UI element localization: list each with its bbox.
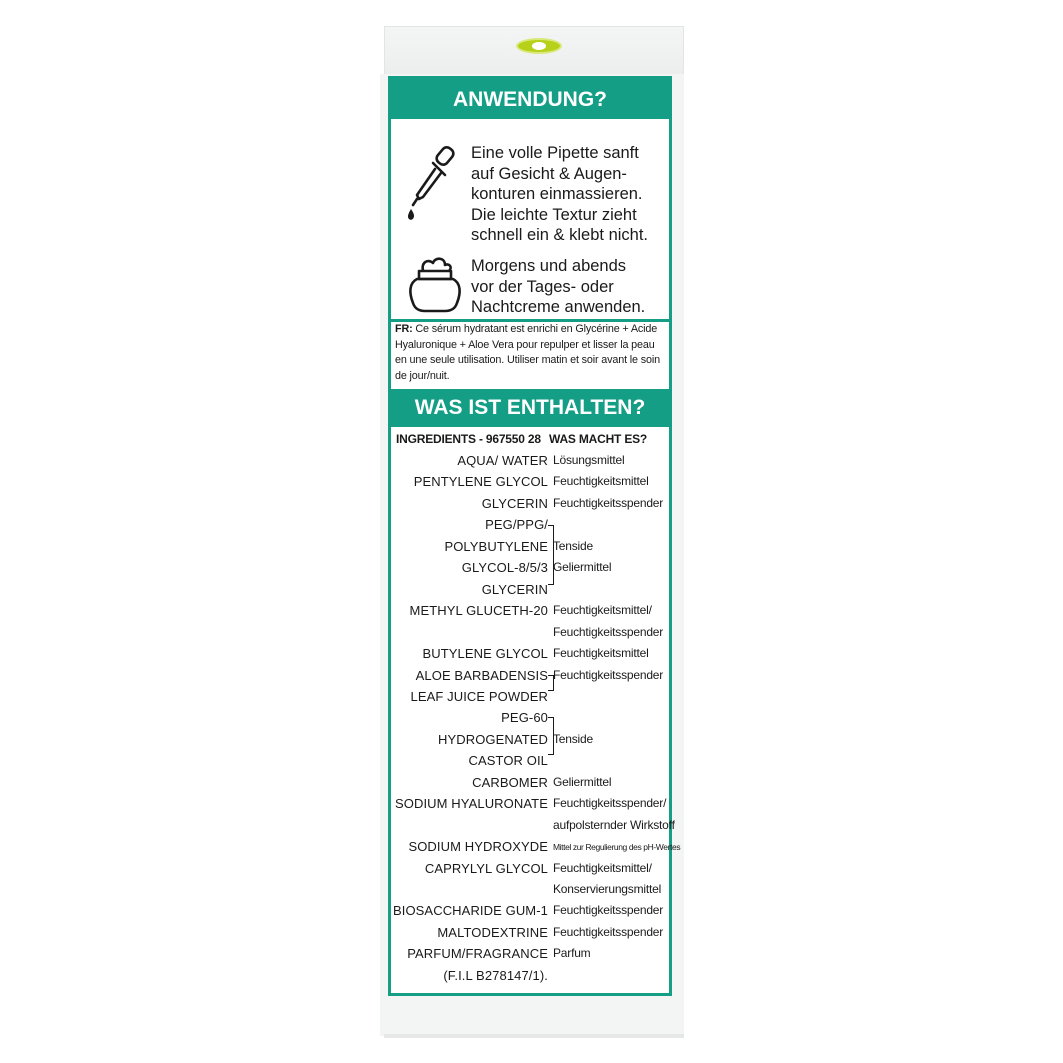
- ingredient-row: [391, 668, 669, 689]
- ingredient-function: Feuchtigkeitsspender/: [553, 796, 667, 811]
- ingredient-row: [391, 710, 669, 731]
- ingredient-row: [391, 453, 669, 474]
- ingredient-function: Feuchtigkeitsspender: [553, 924, 664, 939]
- ingredient-function: Tenside: [553, 538, 593, 553]
- ingredient-function: Mittel zur Regulierung des pH-Wertes: [553, 842, 681, 853]
- ingredient-row: [391, 861, 669, 882]
- ingredient-row: [391, 753, 669, 774]
- ingredient-name: GLYCERIN: [481, 581, 548, 597]
- ingredient-row: [391, 732, 669, 753]
- ingredient-name: HYDROGENATED: [437, 731, 548, 747]
- ingredient-row: [391, 496, 669, 517]
- usage-step1-line: schnell ein & klebt nicht.: [471, 226, 649, 244]
- usage-step1-line: Die leichte Textur zieht: [471, 205, 637, 224]
- ingredient-name: SODIUM HYDROXYDE: [408, 839, 548, 855]
- ingredient-row: [391, 796, 669, 817]
- ingredient-name: PEG/PPG/: [485, 517, 548, 533]
- french-prefix: FR:: [395, 323, 413, 335]
- ingredient-function: Feuchtigkeitsmittel/: [553, 603, 652, 618]
- ingredient-name: POLYBUTYLENE: [444, 538, 548, 554]
- ingredients-column-header: INGREDIENTS - 967550 28: [396, 432, 541, 446]
- ingredient-function: Feuchtigkeitsmittel: [553, 646, 649, 661]
- ingredients-heading: WAS IST ENTHALTEN?: [391, 389, 669, 427]
- usage-step1-line: auf Gesicht & Augen-: [471, 164, 627, 183]
- ingredient-function: Feuchtigkeitsspender: [553, 495, 664, 510]
- box-bottom-edge: [384, 1034, 684, 1038]
- ingredient-name: MALTODEXTRINE: [437, 924, 548, 940]
- ingredient-row: [391, 968, 669, 989]
- ingredient-name: AQUA/ WATER: [457, 453, 548, 468]
- ingredient-name: BUTYLENE GLYCOL: [422, 646, 548, 662]
- ingredient-row: [391, 839, 681, 860]
- ingredient-row: [391, 539, 669, 560]
- usage-step1-line: konturen einmassieren.: [471, 185, 643, 203]
- ingredient-row: [391, 474, 669, 495]
- usage-step2-line: Nachtcreme anwenden.: [471, 298, 646, 316]
- ingredient-name: ALOE BARBADENSIS: [415, 667, 548, 683]
- bracket: [548, 717, 554, 755]
- usage-step2-line: Morgens und abends: [471, 257, 627, 275]
- ingredient-function: Feuchtigkeitsmittel: [553, 474, 649, 489]
- ingredient-name: BIOSACCHARIDE GUM-1: [392, 903, 548, 919]
- ingredient-name: GLYCERIN: [481, 495, 548, 511]
- ingredient-function: Geliermittel: [553, 560, 612, 575]
- french-text: [395, 322, 667, 384]
- ingredient-row: [391, 775, 669, 796]
- usage-step1-line: Eine volle Pipette sanft: [471, 144, 639, 162]
- function-column-header: WAS MACHT ES?: [549, 432, 648, 446]
- ingredient-function: Parfum: [553, 946, 591, 961]
- ingredient-row: [391, 689, 669, 710]
- ingredient-row: [391, 882, 669, 903]
- ingredient-row: [391, 925, 669, 946]
- ingredient-name: PARFUM/FRAGRANCE: [407, 946, 548, 962]
- bracket: [548, 525, 554, 585]
- brand-logo-icon: [516, 38, 562, 54]
- ingredient-row: [391, 646, 669, 667]
- ingredient-row: [391, 560, 669, 581]
- french-body: Ce sérum hydratant est enrichi en Glycérine + Acide Hyaluronique + Aloe Vera pour repulper et lisser la peau en une seule utilisation. Utiliser matin et soir avant le soin de jour/nuit.: [395, 323, 660, 382]
- ingredient-function: Feuchtigkeitsspender: [553, 624, 664, 639]
- ingredient-row: [391, 625, 669, 646]
- ingredient-row: [391, 903, 669, 924]
- ingredient-function: Konservierungsmittel: [553, 882, 662, 896]
- ingredient-name: CASTOR OIL: [468, 753, 548, 769]
- ingredient-name: PEG-60: [501, 710, 548, 726]
- ingredient-name: (F.I.L B278147/1).: [443, 967, 548, 983]
- ingredient-function: Geliermittel: [553, 774, 612, 789]
- usage-step1-text: [471, 143, 663, 246]
- info-panel: [388, 76, 681, 996]
- ingredient-row: [391, 817, 675, 839]
- cream-jar-icon: [407, 253, 463, 315]
- ingredient-function: Feuchtigkeitsspender: [553, 903, 664, 918]
- ingredient-row: [391, 946, 669, 967]
- ingredient-function: Feuchtigkeitsmittel/: [553, 860, 652, 875]
- bracket: [548, 675, 554, 691]
- ingredient-function: Lösungsmittel: [553, 453, 625, 467]
- usage-step2-text: [471, 256, 663, 318]
- ingredient-row: [391, 603, 669, 624]
- pipette-icon: [405, 143, 461, 227]
- ingredient-name: LEAF JUICE POWDER: [410, 688, 548, 704]
- ingredient-name: CARBOMER: [472, 774, 548, 790]
- ingredient-name: PENTYLENE GLYCOL: [413, 474, 548, 490]
- ingredient-row: [391, 582, 669, 603]
- ingredient-name: SODIUM HYALURONATE: [394, 796, 548, 812]
- ingredient-function: Tenside: [553, 731, 593, 746]
- ingredient-function: aufpolsternder Wirkstoff: [553, 817, 675, 832]
- ingredient-row: [391, 517, 669, 538]
- ingredient-name: METHYL GLUCETH-20: [409, 603, 548, 619]
- ingredient-name: CAPRYLYL GLYCOL: [424, 860, 548, 876]
- ingredient-name: GLYCOL-8/5/3: [461, 560, 548, 576]
- usage-heading: ANWENDUNG?: [391, 79, 669, 119]
- usage-step2-line: vor der Tages- oder: [471, 277, 614, 296]
- ingredient-function: Feuchtigkeitsspender: [553, 667, 664, 682]
